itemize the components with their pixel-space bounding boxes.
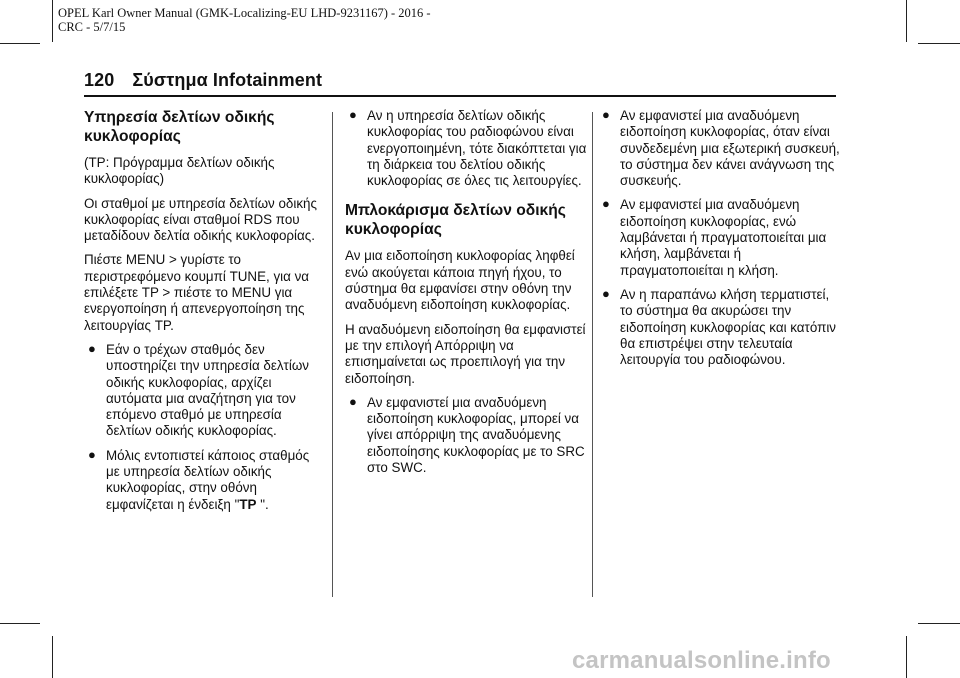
column-1 xyxy=(84,108,324,521)
bullet-icon: ● xyxy=(349,107,357,122)
column-3 xyxy=(598,108,842,376)
section-title: Σύστημα Infotainment xyxy=(132,70,323,90)
column-divider xyxy=(332,112,333,597)
bullet-icon: ● xyxy=(602,196,610,212)
crop-mark xyxy=(918,43,960,44)
list-item xyxy=(598,197,842,278)
list-item xyxy=(598,287,842,368)
bullet-list xyxy=(84,342,324,513)
column-divider xyxy=(592,112,593,597)
list-item-text: Εάν ο τρέχων σταθμός δεν υποστηρίζει την υπηρεσία δελτίων οδικής κυκλοφορίας, αρχίζει αυτόματα μια αναζήτηση για τον επόμενο σταθμό με υπηρεσία δελτίων οδικής κυκλοφορίας. xyxy=(106,341,309,439)
page-number: 120 xyxy=(84,70,115,90)
column-2 xyxy=(345,108,587,484)
crop-mark xyxy=(0,623,40,624)
bullet-icon: ● xyxy=(88,340,96,356)
paragraph: Οι σταθμοί με υπηρεσία δελτίων οδικής κυκλοφορίας είναι σταθμοί RDS που μεταδίδουν δελτία οδικής κυκλοφορίας. xyxy=(84,195,317,244)
paragraph: Αν μια ειδοποίηση κυκλοφορίας ληφθεί ενώ ακούγεται κάποια πηγή ήχου, το σύστημα θα εμφανίσει στην οθόνη την αναδυόμενη ειδοποίηση κυκλοφορίας. xyxy=(345,248,575,313)
list-item-text: Μόλις εντοπιστεί κάποιος σταθμός με υπηρεσία δελτίων οδικής κυκλοφορίας, στην οθόνη εμφανίζεται η ένδειξη " xyxy=(106,447,310,512)
page-heading xyxy=(84,70,322,91)
list-item-text-end: ". xyxy=(256,496,269,512)
bullet-icon: ● xyxy=(349,393,357,409)
document-header-line1: OPEL Karl Owner Manual (GMK-Localizing-EU LHD-9231167) - 2016 - xyxy=(58,6,431,20)
traffic-blocking-heading: Μπλοκάρισμα δελτίων οδικής κυκλοφορίας xyxy=(345,202,566,239)
document-header-line2: CRC - 5/7/15 xyxy=(58,20,126,34)
crop-mark xyxy=(52,636,53,678)
bullet-icon: ● xyxy=(602,107,610,122)
tp-indicator: TP xyxy=(239,496,257,512)
crop-mark xyxy=(918,623,960,624)
crop-mark xyxy=(0,43,40,44)
bullet-list xyxy=(345,395,587,476)
list-item xyxy=(84,448,324,513)
list-item-text: Αν η υπηρεσία δελτίων οδικής κυκλοφορίας του ραδιοφώνου είναι ενεργοποιημένη, τότε διακόπτεται για τη διάρκεια του δελτίου οδικής κυκλοφορίας σε όλες τις λειτουργίες. xyxy=(367,108,587,189)
list-item xyxy=(598,108,842,189)
list-item-text: Αν εμφανιστεί μια αναδυόμενη ειδοποίηση κυκλοφορίας, μπορεί να γίνει απόρριψη της αναδυόμενης ειδοποίησης κυκλοφορίας με το SRC στο SWC. xyxy=(367,394,585,476)
list-item-text: Αν εμφανιστεί μια αναδυόμενη ειδοποίηση κυκλοφορίας, όταν είναι συνδεδεμένη μια εξωτερική συσκευή, το σύστημα δεν κάνει ανάγνωση της συσκευής. xyxy=(620,108,840,189)
list-item xyxy=(345,395,587,476)
heading-rule xyxy=(84,95,836,97)
list-item-text: Αν εμφανιστεί μια αναδυόμενη ειδοποίηση κυκλοφορίας, ενώ λαμβάνεται ή πραγματοποιείται μια κλήση, λαμβάνεται ή πραγματοποιείται η κλήση. xyxy=(620,197,827,278)
bullet-icon: ● xyxy=(602,285,610,301)
list-item-text: Αν η παραπάνω κλήση τερματιστεί, το σύστημα θα ακυρώσει την ειδοποίηση κυκλοφορίας και κατόπιν θα επιστρέψει στην τελευταία λειτουργία του ραδιοφώνου. xyxy=(620,286,836,368)
document-header xyxy=(58,6,431,34)
paragraph: Πιέστε MENU > γυρίστε το περιστρεφόμενο κουμπί TUNE, για να επιλέξετε TP > πιέστε το MENU για ενεργοποίηση ή απενεργοποίηση της λειτουργίας TP. xyxy=(84,252,310,333)
bullet-icon: ● xyxy=(88,446,96,462)
traffic-program-heading: Υπηρεσία δελτίων οδικής κυκλοφορίας xyxy=(84,109,275,145)
bullet-list xyxy=(345,108,587,189)
crop-mark xyxy=(52,0,53,42)
list-item xyxy=(84,342,324,440)
crop-mark xyxy=(906,0,907,42)
bullet-list xyxy=(598,108,842,368)
paragraph: (TP: Πρόγραμμα δελτίων οδικής κυκλοφορίας) xyxy=(84,155,275,187)
crop-mark xyxy=(906,636,907,678)
list-item xyxy=(345,108,587,189)
paragraph: Η αναδυόμενη ειδοποίηση θα εμφανιστεί με την επιλογή Απόρριψη να επισημαίνεται ως προεπιλογή για την ειδοποίηση. xyxy=(345,321,586,386)
watermark: carmanualsonline.info xyxy=(572,647,831,674)
